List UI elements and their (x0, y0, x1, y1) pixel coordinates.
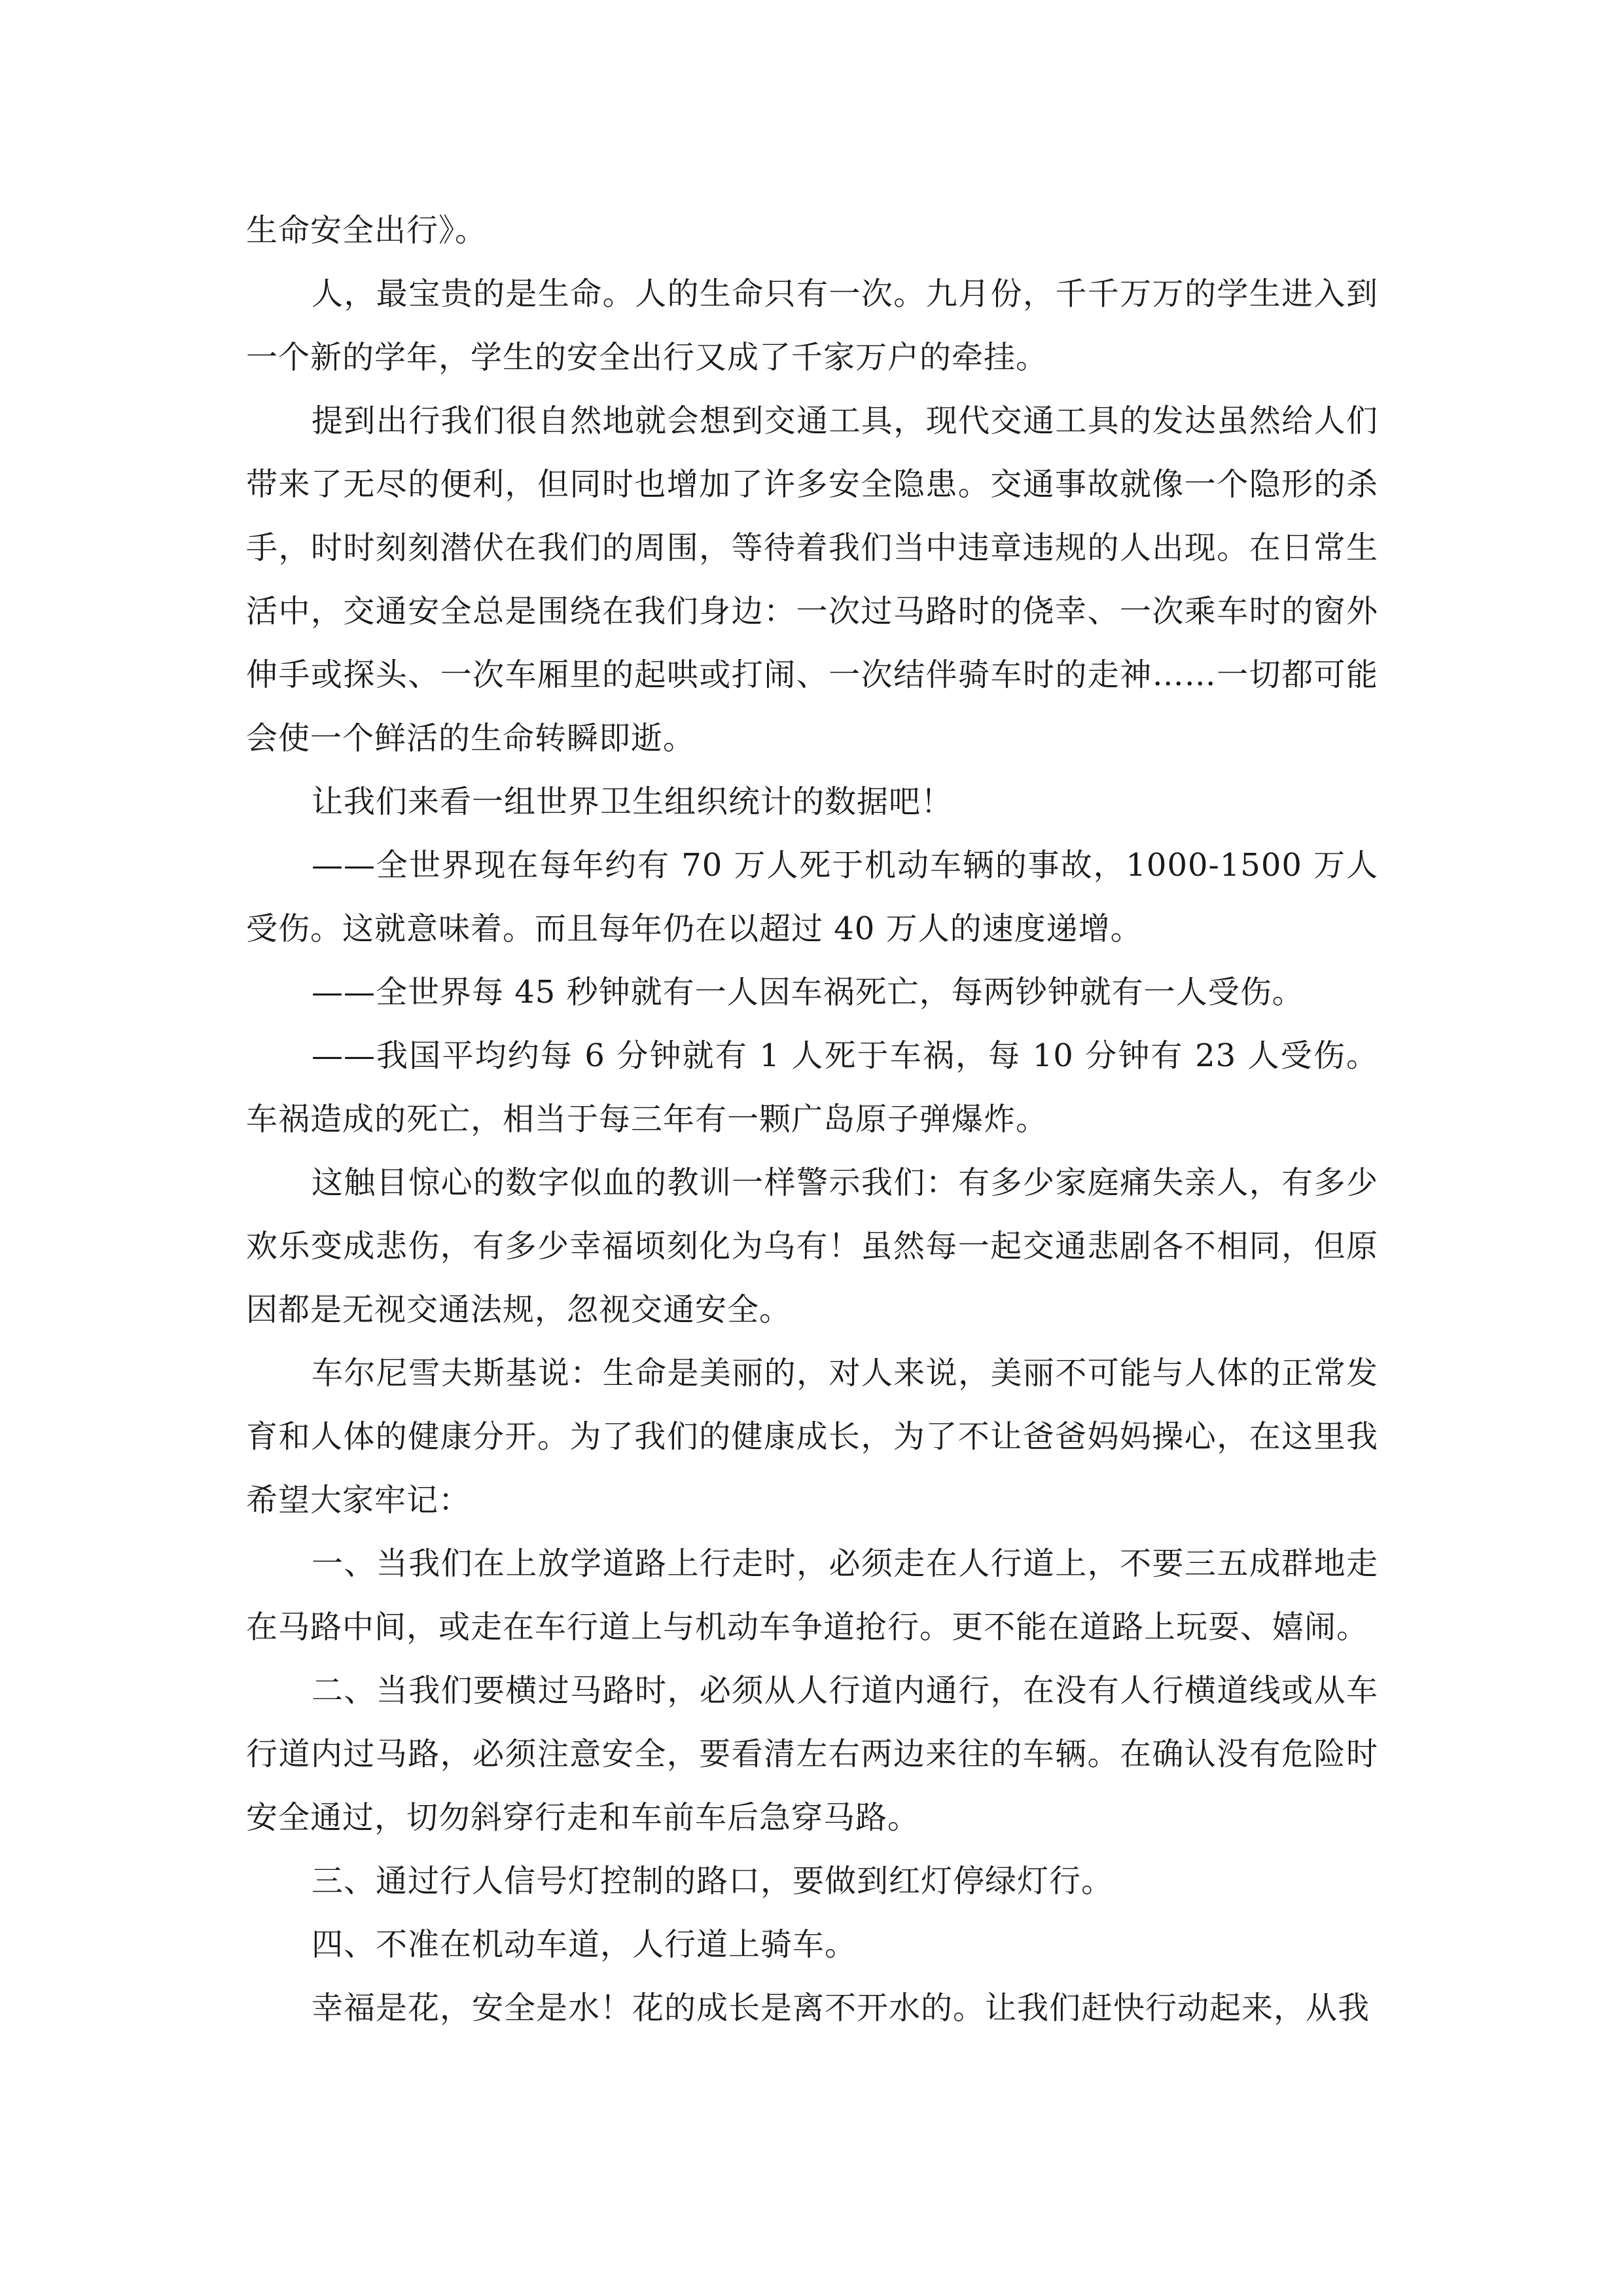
paragraph-rule-four: 四、不准在机动车道，人行道上骑车。 (312, 1926, 857, 1963)
paragraph-quote: 车尔尼雪夫斯基说：生命是美丽的，对人来说，美丽不可能与人体的正常发育和人体的健康分开。为了我们的健康成长，为了不让爸爸妈妈操心，在这里我希望大家牢记： (246, 1355, 1378, 1518)
paragraph-who-data-intro: 让我们来看一组世界卫生组织统计的数据吧！ (312, 783, 954, 820)
paragraph-rule-three: 三、通过行人信号灯控制的路口，要做到红灯停绿灯行。 (312, 1863, 1114, 1899)
paragraph-traffic-hazards: 提到出行我们很自然地就会想到交通工具，现代交通工具的发达虽然给人们带来了无尽的便利，但同时也增加了许多安全隐患。交通事故就像一个隐形的杀手，时时刻刻潜伏在我们的周围，等待着我们当中违章违规的人出现。在日常生活中，交通安全总是围绕在我们身边：一次过马路时的侥幸、一次乘车时的窗外伸手或探头、一次车厢里的起哄或打闹、一次结伴骑车时的走神……一切都可能会使一个鲜活的生命转瞬即逝。 (246, 403, 1378, 757)
document-body (246, 199, 1378, 2040)
paragraph-life-precious: 人，最宝贵的是生命。人的生命只有一次。九月份，千千万万的学生进入到一个新的学年，学生的安全出行又成了千家万户的牵挂。 (246, 276, 1378, 376)
paragraph-china-stats: ——我国平均约每 6 分钟就有 1 人死于车祸，每 10 分钟有 23 人受伤。车祸造成的死亡，相当于每三年有一颗广岛原子弹爆炸。 (246, 1037, 1378, 1138)
paragraph-world-annual-stats: ——全世界现在每年约有 70 万人死于机动车辆的事故，1000-1500 万人受伤。这就意味着。而且每年仍在以超过 40 万人的速度递增。 (246, 847, 1378, 947)
paragraph-warning: 这触目惊心的数字似血的教训一样警示我们：有多少家庭痛失亲人，有多少欢乐变成悲伤，有多少幸福顷刻化为乌有！虽然每一起交通悲剧各不相同，但原因都是无视交通法规，忽视交通安全。 (246, 1164, 1378, 1328)
paragraph-closing: 幸福是花，安全是水！花的成长是离不开水的。让我们赶快行动起来，从我 (312, 1990, 1370, 2026)
paragraph-rule-one: 一、当我们在上放学道路上行走时，必须走在人行道上，不要三五成群地走在马路中间，或走在车行道上与机动车争道抢行。更不能在道路上玩耍、嬉闹。 (246, 1545, 1378, 1645)
paragraph-continuation: 生命安全出行》。 (246, 212, 488, 249)
paragraph-world-per-second-stats: ——全世界每 45 秒钟就有一人因车祸死亡，每两钞钟就有一人受伤。 (312, 974, 1304, 1011)
paragraph-rule-two: 二、当我们要横过马路时，必须从人行道内通行，在没有人行横道线或从车行道内过马路，必须注意安全，要看清左右两边来往的车辆。在确认没有危险时安全通过，切勿斜穿行走和车前车后急穿马路。 (246, 1672, 1378, 1836)
